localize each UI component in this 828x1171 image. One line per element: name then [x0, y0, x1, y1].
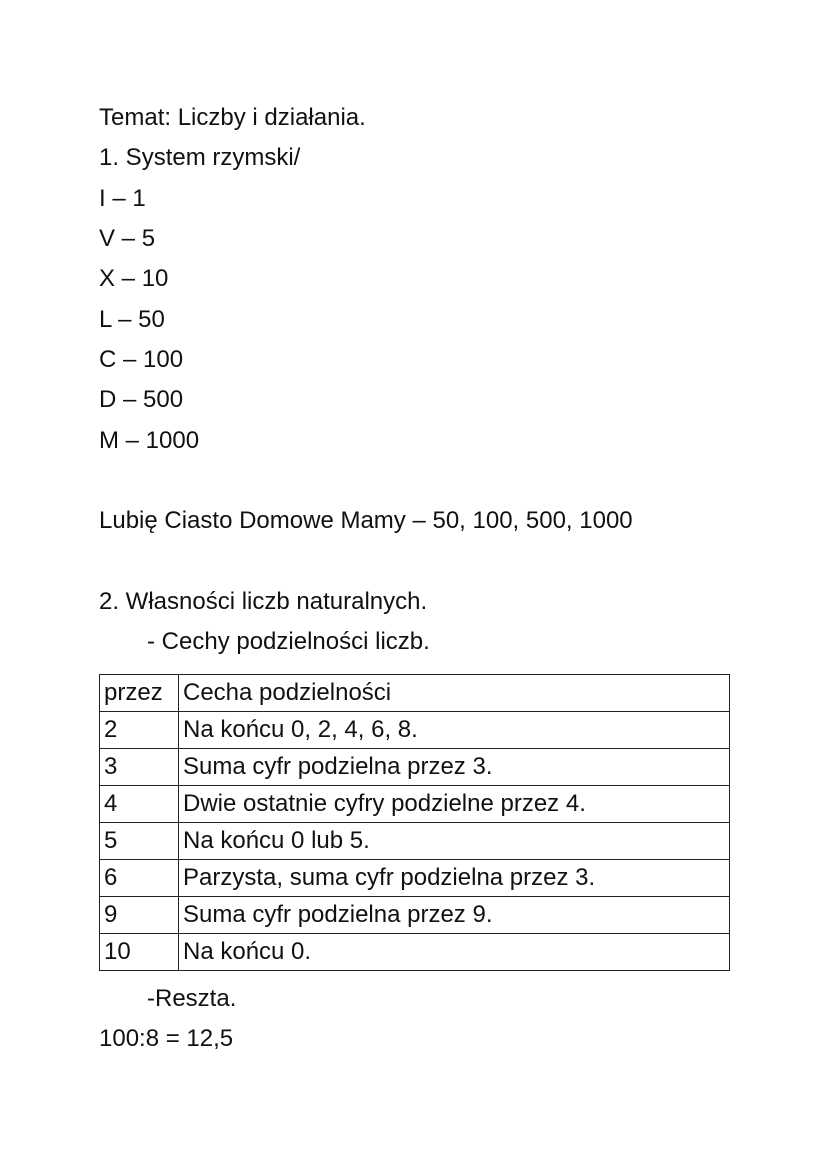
mnemonic: Lubię Ciasto Domowe Mamy – 50, 100, 500, 1000 — [99, 507, 633, 534]
table-row — [100, 934, 730, 971]
divisibility-table — [99, 674, 730, 971]
table-row — [100, 897, 730, 934]
table-header-row — [100, 675, 730, 712]
rule-cell: Na końcu 0 lub 5. — [179, 823, 730, 860]
divisor-cell: 9 — [100, 897, 179, 934]
numeral-line: M – 1000 — [99, 427, 200, 454]
numeral-line: I – 1 — [99, 185, 146, 212]
divisor-cell: 3 — [100, 749, 179, 786]
divisor-cell: 2 — [100, 712, 179, 749]
divisor-cell: 4 — [100, 786, 179, 823]
rule-cell: Suma cyfr podzielna przez 3. — [179, 749, 730, 786]
rule-cell: Dwie ostatnie cyfry podzielne przez 4. — [179, 786, 730, 823]
divisor-cell: 6 — [100, 860, 179, 897]
section2-heading: 2. Własności liczb naturalnych. — [99, 588, 428, 615]
divisor-cell: 5 — [100, 823, 179, 860]
table-row — [100, 712, 730, 749]
numeral-line: X – 10 — [99, 265, 169, 292]
header-cell: przez — [100, 675, 179, 712]
section2-subheading: - Cechy podzielności liczb. — [147, 628, 430, 655]
rule-cell: Suma cyfr podzielna przez 9. — [179, 897, 730, 934]
remainder-heading: -Reszta. — [147, 985, 237, 1012]
table-row — [100, 823, 730, 860]
numeral-line: C – 100 — [99, 346, 184, 373]
numeral-line: L – 50 — [99, 306, 165, 333]
numeral-line: V – 5 — [99, 225, 156, 252]
table-row — [100, 749, 730, 786]
rule-cell: Na końcu 0. — [179, 934, 730, 971]
section1-heading: 1. System rzymski/ — [99, 144, 301, 171]
header-cell: Cecha podzielności — [179, 675, 730, 712]
divisor-cell: 10 — [100, 934, 179, 971]
table-row — [100, 786, 730, 823]
document-title: Temat: Liczby i działania. — [99, 104, 366, 131]
division-example: 100:8 = 12,5 — [99, 1025, 234, 1052]
rule-cell: Parzysta, suma cyfr podzielna przez 3. — [179, 860, 730, 897]
table-row — [100, 860, 730, 897]
numeral-line: D – 500 — [99, 386, 184, 413]
rule-cell: Na końcu 0, 2, 4, 6, 8. — [179, 712, 730, 749]
